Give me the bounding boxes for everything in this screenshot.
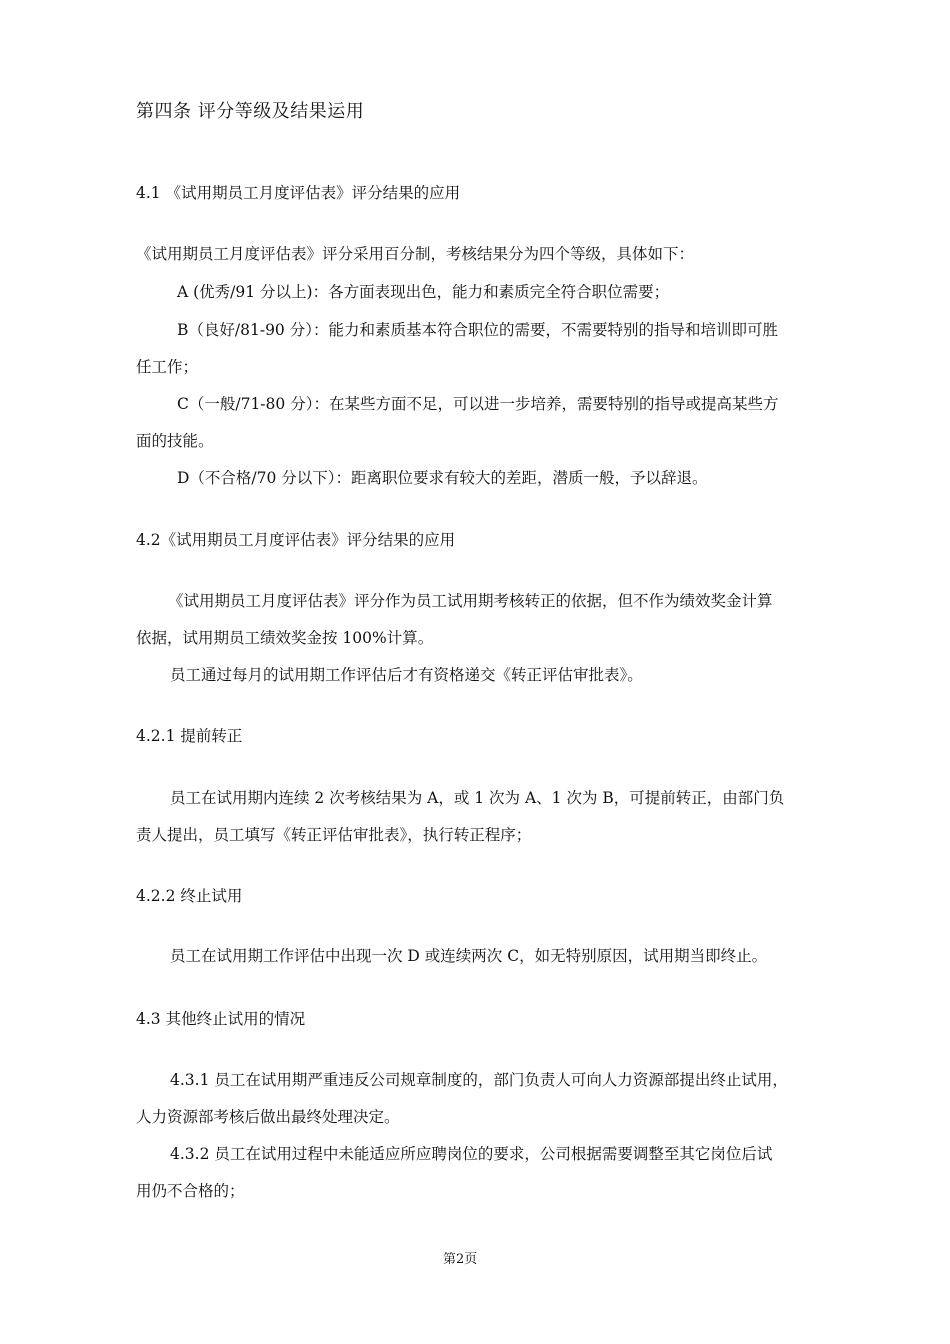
section-heading-4-3: 4.3 其他终止试用的情况: [136, 1010, 306, 1028]
paragraph-4-2-line-2: 依据，试用期员工绩效奖金按 100%计算。: [136, 629, 434, 647]
paragraph-4-3-2-line-1: 4.3.2 员工在试用过程中未能适应所应聘岗位的要求，公司根据需要调整至其它岗位后试: [170, 1145, 773, 1163]
paragraph-4-3-2-line-2: 用仍不合格的；: [136, 1182, 245, 1200]
section-heading-4-2-1: 4.2.1 提前转正: [136, 727, 243, 745]
section-heading-4-1: 4.1 《试用期员工月度评估表》评分结果的应用: [136, 184, 461, 202]
section-heading-4-2-2: 4.2.2 终止试用: [136, 887, 243, 905]
paragraph-4-3-1-line-2: 人力资源部考核后做出最终处理决定。: [136, 1108, 400, 1126]
grade-a-line: A (优秀/91 分以上)：各方面表现出色，能力和素质完全符合职位需要；: [177, 283, 670, 301]
paragraph-4-2-2: 员工在试用期工作评估中出现一次 D 或连续两次 C，如无特别原因，试用期当即终止。: [170, 947, 768, 965]
grade-c-line-2: 面的技能。: [136, 432, 214, 450]
grade-b-line-1: B（良好/81-90 分）：能力和素质基本符合职位的需要，不需要特别的指导和培训即可胜: [177, 321, 778, 339]
paragraph-4-1-intro: 《试用期员工月度评估表》评分采用百分制，考核结果分为四个等级，具体如下：: [136, 245, 695, 263]
paragraph-4-2-note: 员工通过每月的试用期工作评估后才有资格递交《转正评估审批表》。: [170, 666, 643, 684]
paragraph-4-3-1-line-1: 4.3.1 员工在试用期严重违反公司规章制度的，部门负责人可向人力资源部提出终止试用，: [170, 1071, 788, 1089]
paragraph-4-2-line-1: 《试用期员工月度评估表》评分作为员工试用期考核转正的依据，但不作为绩效奖金计算: [168, 592, 773, 610]
paragraph-4-2-1-line-1: 员工在试用期内连续 2 次考核结果为 A，或 1 次为 A、1 次为 B，可提前转正，由部门负: [170, 789, 785, 807]
section-heading-4-2: 4.2《试用期员工月度评估表》评分结果的应用: [136, 531, 456, 549]
paragraph-4-2-1-line-2: 责人提出，员工填写《转正评估审批表》，执行转正程序；: [136, 826, 532, 844]
grade-c-line-1: C（一般/71-80 分）：在某些方面不足，可以进一步培养，需要特别的指导或提高某些方: [177, 395, 779, 413]
article-title: 第四条 评分等级及结果运用: [136, 101, 365, 122]
page-number: 第2页: [443, 1252, 478, 1267]
grade-d-line: D（不合格/70 分以下）：距离职位要求有较大的差距，潜质一般，予以辞退。: [177, 469, 708, 487]
grade-b-line-2: 任工作；: [136, 358, 199, 376]
